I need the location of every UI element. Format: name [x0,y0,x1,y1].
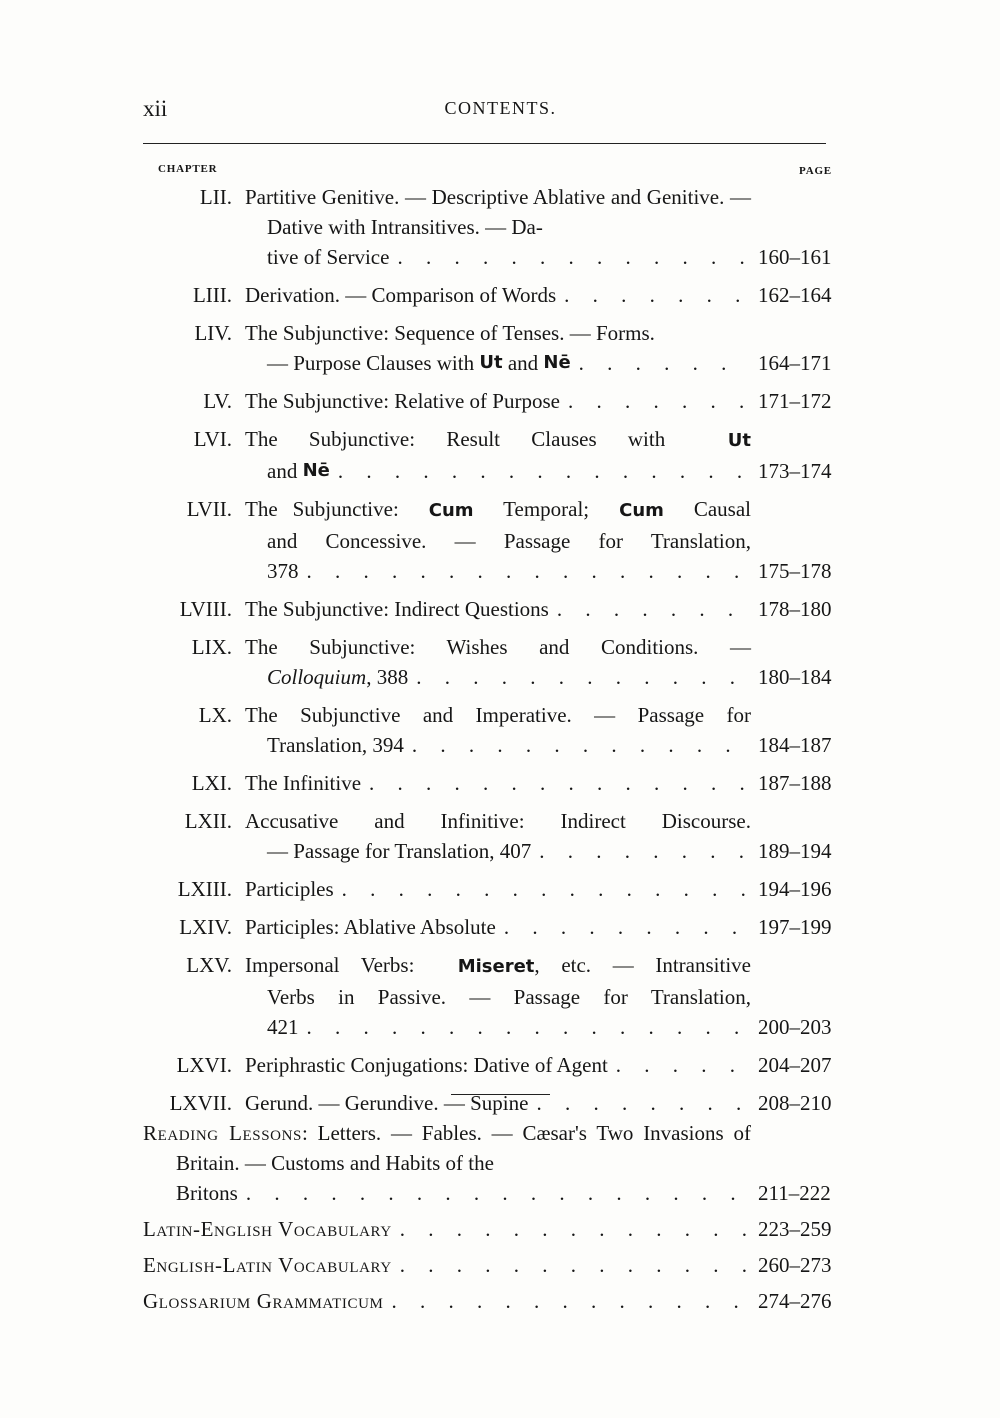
toc-entry [143,1214,832,1244]
chapter-number: LXVI. [176,1053,232,1077]
section-title: Glossarium Grammaticum [143,1289,384,1313]
entry-text: The Subjunctive: Sequence of Tenses. — Forms. [245,321,655,345]
entry-leader-line [245,386,751,416]
entry-text: 378 [267,559,299,583]
page-range: 194–196 [758,877,832,901]
page-range: 173–174 [758,459,832,483]
entry-text: The Subjunctive: Indirect Questions [245,597,549,621]
chapter-number: LIV. [194,321,232,345]
entry-leader-line [143,1178,751,1208]
chapter-list [0,182,1000,1126]
entry-leader-line [245,874,751,904]
chapter-number: LVI. [193,427,232,451]
toc-entry [0,182,1000,272]
entry-text: Accusative and Infinitive: Indirect Discourse. [245,809,751,833]
entry-leader-line [143,1250,751,1280]
entry-leader-line [245,348,751,378]
entry-leader-line [245,730,751,760]
toc-entry [0,594,1000,624]
entry-text: — Passage for Translation, 407 [267,839,532,863]
page-range: 178–180 [758,597,832,621]
entry-leader-line [245,1088,751,1118]
entry-text: The Subjunctive and Imperative. — Passage for [245,703,751,727]
toc-entry [0,424,1000,486]
entry-text: tive of Service [267,245,390,269]
entry-leader-line [245,1050,751,1080]
entry-text: : Letters. — Fables. — Cæsar's Two Invasions of Britain. — Customs and Habits of the [176,1121,751,1175]
entry-text: Gerund. — Gerundive. — Supine [245,1091,529,1115]
chapter-number: LIII. [192,283,232,307]
entry-text: Derivation. — Comparison of Words [245,283,557,307]
page-number: xii [143,96,168,121]
entry-leader-line [245,768,751,798]
running-head [143,96,858,126]
entry-text: , 388 [366,665,409,689]
entry-text: Causal [678,497,752,521]
chapter-number: LXVII. [169,1091,232,1115]
toc-entry [0,386,1000,416]
chapter-number: LVIII. [179,597,232,621]
chapter-number: LXIV. [179,915,232,939]
toc-entry [0,768,1000,798]
toc-entry [0,806,1000,866]
page-range: 189–194 [758,839,832,863]
entry-text: Partitive Genitive. — Descriptive Ablative and Genitive. — Dative with Intransitives. — Da- [245,185,751,239]
page-column-heading: PAGE [799,165,832,177]
entry-text: The Subjunctive: Result Clauses with [245,427,697,451]
latin-term: Cum [428,500,474,521]
entry-text: and [507,351,539,375]
entry-leader-line [245,836,751,866]
section-title: English-Latin Vocabulary [143,1253,392,1277]
header-rule [143,143,826,144]
chapter-number: LXI. [191,771,232,795]
toc-entry [0,632,1000,692]
page-range: 260–273 [758,1253,832,1277]
entry-text: and Concessive. — Passage for Translation, [267,529,751,553]
toc-entry [143,1118,831,1208]
entry-text [245,494,751,526]
toc-entry [0,280,1000,310]
entry-leader-line [245,1012,751,1042]
section-title: Reading Lessons [143,1121,302,1145]
entry-leader-line [245,594,751,624]
entry-text: The Infinitive [245,771,362,795]
chapter-number: LX. [198,703,232,727]
page-range: 200–203 [758,1015,832,1039]
toc-entry [0,318,1000,378]
page-range: 162–164 [758,283,832,307]
chapter-number: LXV. [186,953,232,977]
page-range: 171–172 [758,389,832,413]
page-range: 160–161 [758,245,832,269]
entry-text: 421 [267,1015,299,1039]
section-title: Latin-English Vocabulary [143,1217,392,1241]
entry-text: Britons [176,1181,238,1205]
toc-entry [143,1286,832,1316]
entry-text: Participles [245,877,334,901]
toc-entry [0,1050,1000,1080]
entry-leader-line [143,1214,751,1244]
entry-text: Participles: Ablative Absolute [245,915,496,939]
entry-leader-line [245,912,751,942]
page-range: 184–187 [758,733,832,757]
latin-term: Nē [302,460,330,481]
entry-leader-line [245,456,751,486]
entry-text: The Subjunctive: [245,497,414,521]
entry-text: and [267,459,298,483]
entry-leader-line [245,556,751,586]
appendix-list [143,1118,858,1322]
entry-text: Translation, 394 [267,733,404,757]
entry-text: — Purpose Clauses with [267,351,475,375]
page-range: 180–184 [758,665,832,689]
entry-text: Periphrastic Conjugations: Dative of Agent [245,1053,608,1077]
chapter-number: LVII. [186,497,232,521]
latin-term: Cum [619,500,664,521]
entry-leader-line [245,280,751,310]
page-range: 274–276 [758,1289,832,1313]
chapter-number: LV. [203,389,232,413]
page-range: 223–259 [758,1217,832,1241]
page-range: 187–188 [758,771,832,795]
latin-term: Nē [543,352,571,373]
toc-entry [143,1250,832,1280]
running-title: CONTENTS. [444,98,557,118]
page-range: 197–199 [758,915,832,939]
latin-term: Ut [727,430,752,451]
entry-text: Impersonal Verbs: [245,953,437,977]
toc-entry [0,874,1000,904]
page-range: 204–207 [758,1053,832,1077]
entry-text: The Subjunctive: Relative of Purpose [245,389,560,413]
page-range: 208–210 [758,1091,832,1115]
entry-text [245,950,751,982]
latin-term: Miseret [457,956,535,977]
toc-entry [0,912,1000,942]
toc-entry [0,700,1000,760]
entry-text [245,424,751,456]
entry-leader-line [245,662,751,692]
page-range: 211–222 [758,1181,831,1205]
page-range: 175–178 [758,559,832,583]
toc-entry [0,494,1000,586]
entry-text: , etc. — Intransitive [534,953,751,977]
entry-text [143,1118,751,1178]
chapter-number: LII. [199,185,232,209]
chapter-number: LXIII. [177,877,232,901]
latin-term: Ut [479,352,503,373]
entry-text: Verbs in Passive. — Passage for Translation, [267,985,751,1009]
page-range: 164–171 [758,351,832,375]
chapter-number: LXII. [184,809,232,833]
entry-leader-line [143,1286,751,1316]
entry-text: The Subjunctive: Wishes and Conditions. — [245,635,751,659]
latin-title: Colloquium [267,665,367,689]
toc-entry [0,1088,1000,1118]
chapter-column-heading: CHAPTER [158,163,218,175]
entry-leader-line [245,242,751,272]
entry-text: Temporal; [488,497,605,521]
chapter-number: LIX. [191,635,232,659]
section-divider [451,1094,550,1095]
toc-entry [0,950,1000,1042]
